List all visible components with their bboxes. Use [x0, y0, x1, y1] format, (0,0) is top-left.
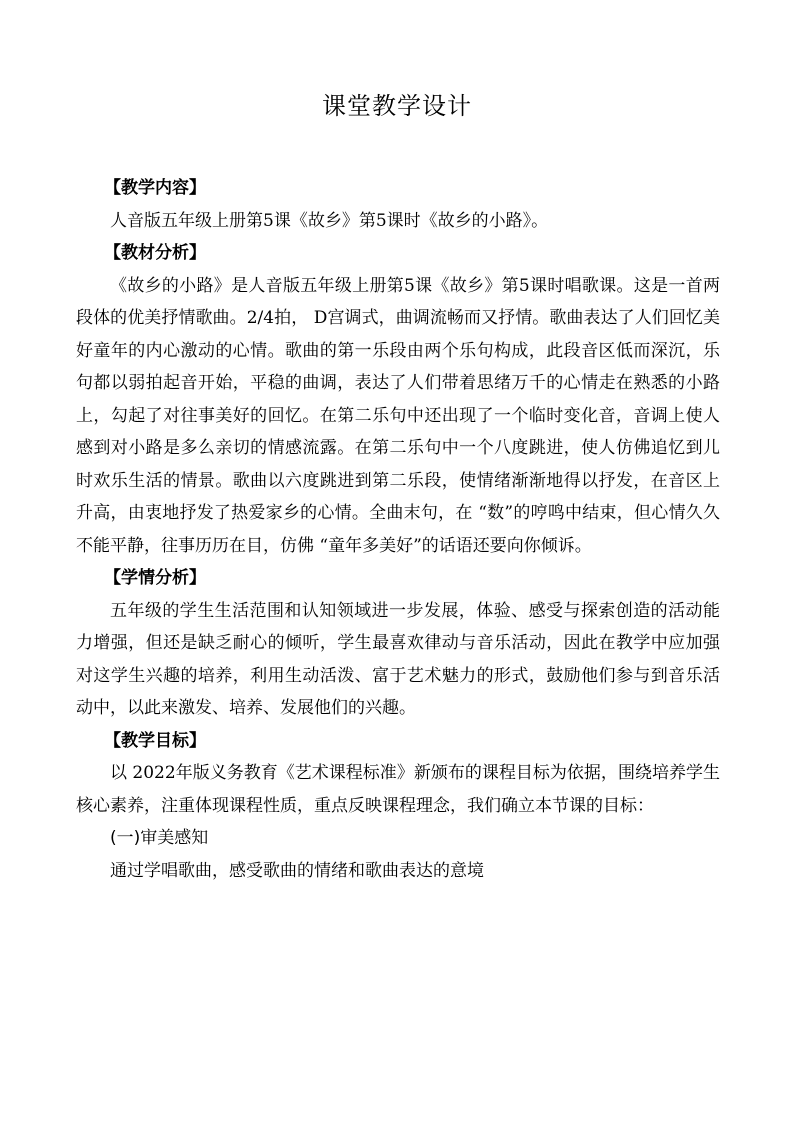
- section-heading-textbook-analysis: 【教材分析】: [104, 243, 206, 263]
- document-body: [76, 172, 720, 887]
- paragraph-teaching-content: 人音版五年级上册第5课《故乡》第5课时《故乡的小路》。: [110, 210, 549, 231]
- paragraph-textbook-analysis: 《故乡的小路》是人音版五年级上册第5课《故乡》第5课时唱歌课。这是一首两段体的优美抒情歌曲。2/4拍， D宫调式，曲调流畅而又抒情。歌曲表达了人们回忆美好童年的内心激动的心情。歌曲的第一乐段由两个乐句构成，此段音区低而深沉，乐句都以弱拍起音开始，平稳的曲调，表达了人们带着思绪万千的心情走在熟悉的小路上，勾起了对往事美好的回忆。在第二乐句中还出现了一个临时变化音，音调上使人感到对小路是多么亲切的情感流露。在第二乐句中一个八度跳进，使人仿佛追忆到儿时欢乐生活的情景。歌曲以六度跳进到第二乐段，使情绪渐渐地得以抒发，在音区上升高，由衷地抒发了热爱家乡的心情。全曲末句，在 “数”的哼鸣中结束，但心情久久不能平静，往事历历在目，仿佛 “童年多美好”的话语还要向你倾诉。: [76, 275, 720, 556]
- paragraph-teaching-goals: 以 2022年版义务教育《艺术课程标准》新颁布的课程目标为依据，围绕培养学生核心素养，注重体现课程性质，重点反映课程理念，我们确立本节课的目标：: [76, 763, 720, 816]
- paragraph-student-analysis: 五年级的学生生活范围和认知领域进一步发展，体验、感受与探索创造的活动能力增强，但还是缺乏耐心的倾听，学生最喜欢律动与音乐活动，因此在教学中应加强对这学生兴趣的培养，利用生动活泼、富于艺术魅力的形式，鼓励他们参与到音乐活动中，以此来激发、培养、发展他们的兴趣。: [76, 600, 720, 718]
- subheading-aesthetic-perception: (一)审美感知: [110, 828, 209, 848]
- paragraph-aesthetic-perception: 通过学唱歌曲，感受歌曲的情绪和歌曲表达的意境: [110, 860, 484, 881]
- section-heading-teaching-goals: 【教学目标】: [104, 730, 206, 751]
- section-heading-student-analysis: 【学情分析】: [104, 568, 206, 588]
- section-heading-teaching-content: 【教学内容】: [104, 178, 206, 198]
- page-title: 课堂教学设计: [322, 92, 472, 120]
